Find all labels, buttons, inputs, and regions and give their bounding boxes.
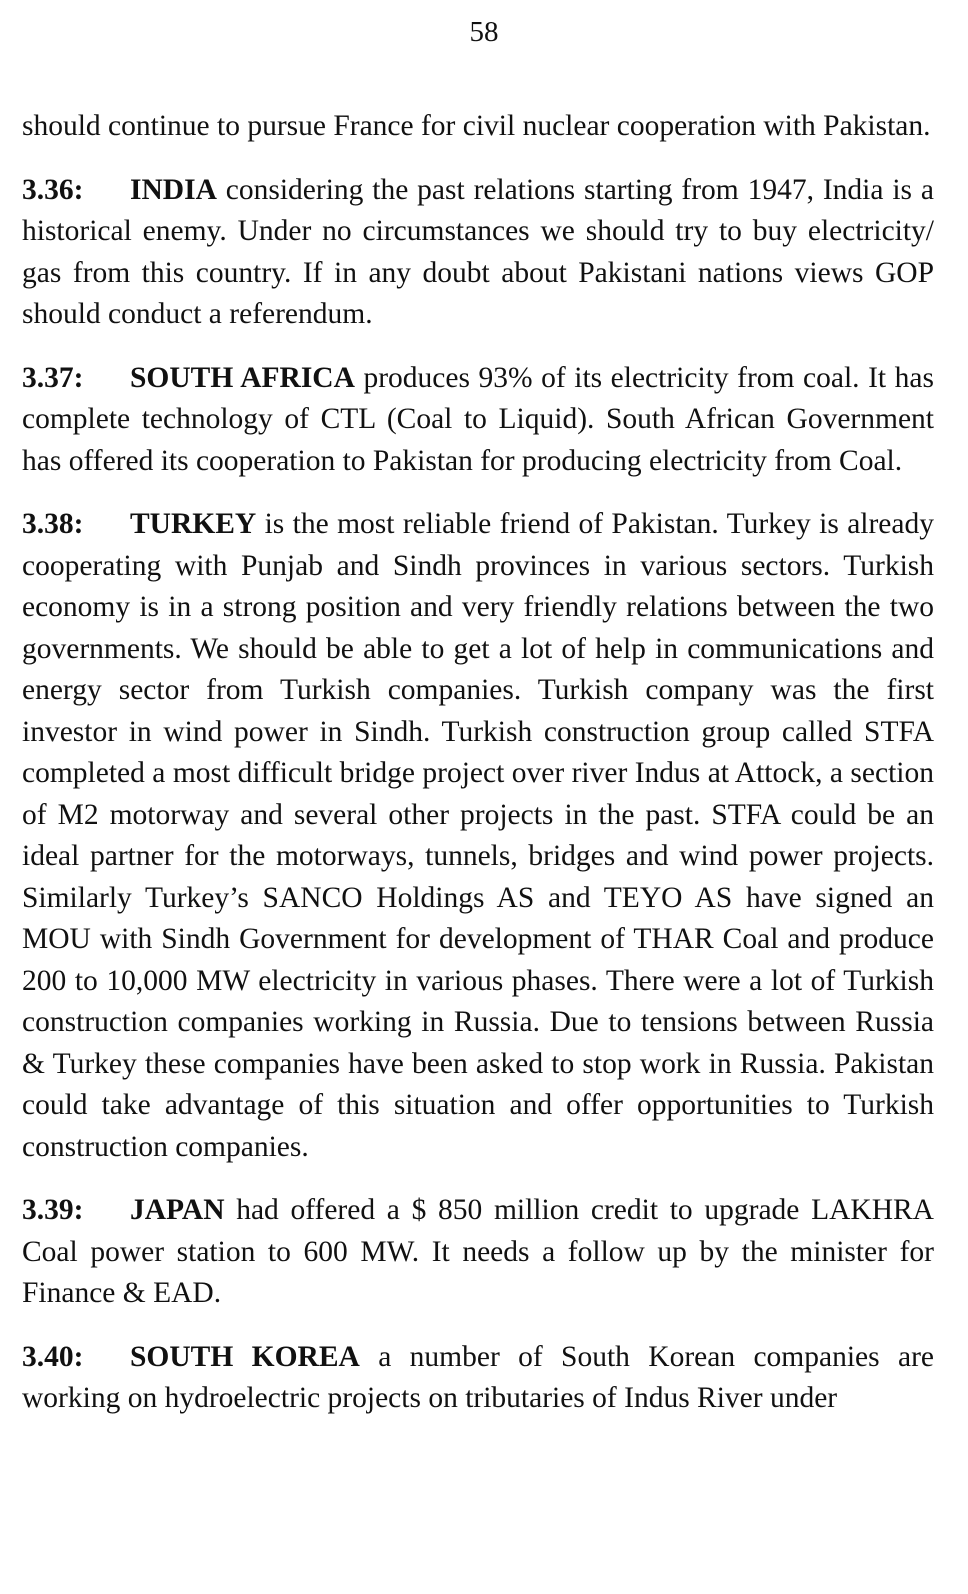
intro-paragraph: should continue to pursue France for civil nuclear cooperation with Pakistan. [22, 110, 931, 142]
section-number: 3.40: [22, 1340, 84, 1373]
section-title: SOUTH KOREA [130, 1340, 360, 1373]
section-3-38-paragraph [22, 504, 934, 1168]
section-3-40-paragraph [22, 1337, 934, 1420]
section-number: 3.37: [22, 361, 84, 394]
section-title: SOUTH AFRICA [130, 361, 355, 394]
section-number: 3.39: [22, 1194, 84, 1226]
section-text: produces 93% of its electricity from coal. It has complete technology of CTL (Coal to Liquid). South African Government has offered its cooperation to Pakistan for producing electricity from Coal. [22, 361, 934, 477]
page-number: 58 [469, 16, 499, 48]
section-number: 3.38: [22, 508, 84, 540]
section-3-37-paragraph [22, 358, 934, 483]
section-text: considering the past relations starting from 1947, India is a historical enemy. Under no circumstances we should try to buy electricity/ gas from this country. If in any doubt about Pakistani nations views GOP should conduct a referendum. [22, 173, 934, 330]
section-3-39-paragraph [22, 1190, 934, 1315]
section-3-36-paragraph [22, 170, 934, 336]
section-title: TURKEY [130, 508, 257, 540]
section-title: JAPAN [130, 1194, 225, 1226]
section-text: had offered a $ 850 million credit to upgrade LAKHRA Coal power station to 600 MW. It needs a follow up by the minister for Finance & EAD. [22, 1194, 934, 1309]
section-title: INDIA [130, 173, 217, 206]
section-number: 3.36: [22, 173, 84, 206]
section-text: a number of South Korean companies are working on hydroelectric projects on tributaries of Indus River under [22, 1340, 934, 1414]
page-body [22, 106, 934, 1442]
section-text: is the most reliable friend of Pakistan. Turkey is already cooperating with Punjab and Sindh provinces in various sectors. Turkish economy is in a strong position and very friendly relations between the two governments. We should be able to get a lot of help in communications and energy sector from Turkish companies. Turkish company was the first investor in wind power in Sindh. Turkish construction group called STFA completed a most difficult bridge project over river Indus at Attock, a section of M2 motorway and several other projects in the past. STFA could be an ideal partner for the motorways, tunnels, bridges and wind power projects. Similarly Turkey’s SANCO Holdings AS and TEYO AS have signed an MOU with Sindh Government for development of THAR Coal and produce 200 to 10,000 MW electricity in various phases. There were a lot of Turkish construction companies working in Russia. Due to tensions between Russia & Turkey these companies have been asked to stop work in Russia. Pakistan could take advantage of this situation and offer opportunities to Turkish construction companies. [22, 508, 934, 1163]
